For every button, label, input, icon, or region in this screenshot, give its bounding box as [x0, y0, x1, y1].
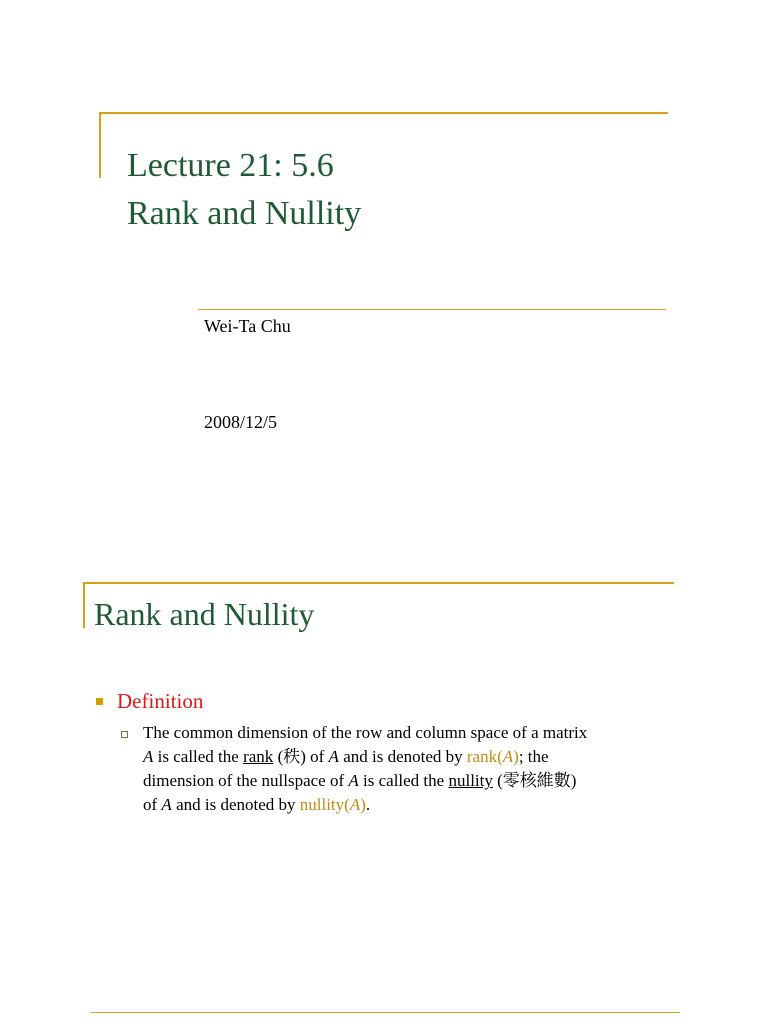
- hollow-square-bullet-icon: [121, 731, 128, 738]
- slide1-mid-rule: [198, 309, 666, 310]
- bullet-definition: [96, 688, 203, 714]
- author-name: Wei-Ta Chu: [204, 316, 291, 336]
- paragraph-line-1: The common dimension of the row and column space of a matrix: [143, 723, 588, 742]
- nullity-notation: nullity(A): [299, 795, 366, 814]
- slide1-top-rule: [100, 112, 668, 114]
- rank-notation: rank(A): [466, 747, 519, 766]
- square-bullet-icon: [96, 698, 103, 705]
- slide2-top-rule: [84, 582, 674, 584]
- slide2-bottom-rule: [90, 1012, 680, 1013]
- slide2-left-rule: [83, 582, 85, 628]
- paragraph-line-2: A is called the rank (秩) of A and is denoted by rank(A); the: [143, 747, 549, 766]
- slide1-title-line2: Rank and Nullity: [127, 195, 362, 232]
- nullity-term: nullity: [448, 771, 493, 790]
- slide2-title: Rank and Nullity: [94, 596, 315, 632]
- rank-term: rank: [243, 747, 274, 766]
- paragraph-line-4: of A and is denoted by nullity(A).: [143, 795, 371, 814]
- definition-paragraph: [143, 721, 673, 817]
- slide1-title-line1: Lecture 21: 5.6: [127, 147, 334, 184]
- slide1-left-rule: [99, 112, 101, 178]
- lecture-date: 2008/12/5: [204, 412, 278, 432]
- slide1-title: [127, 142, 361, 238]
- definition-label: Definition: [117, 689, 204, 713]
- paragraph-line-3: dimension of the nullspace of A is called the nullity (零核維數): [143, 771, 577, 790]
